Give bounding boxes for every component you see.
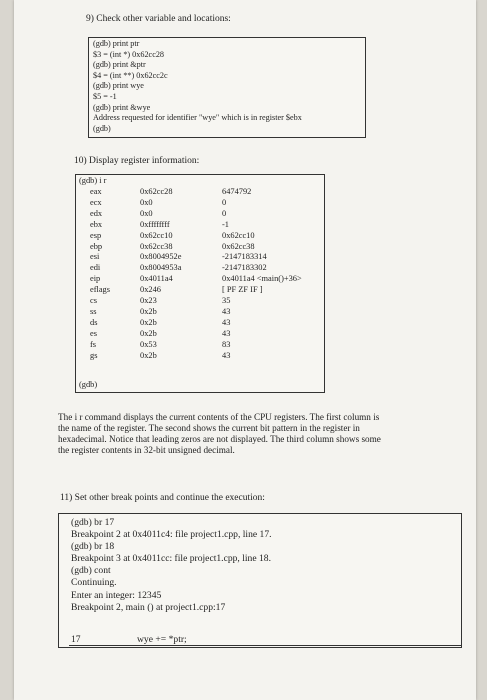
register-name: es [90,328,97,338]
register-row [88,329,302,340]
register-hex: 0x62cc28 [140,187,173,196]
register-row [88,340,302,351]
register-name: ecx [90,197,102,207]
register-value: 35 [222,296,231,306]
register-name: eflags [90,285,110,295]
register-row [88,296,302,307]
register-hex: 0x62cc38 [140,241,173,251]
breakpoint-terminal-box [58,513,462,648]
terminal-line: Breakpoint 3 at 0x4011cc: file project1.cpp, line 18. [71,553,271,565]
terminal-line: $3 = (int *) 0x62cc28 [93,49,165,59]
terminal-line: (gdb) [93,123,111,133]
register-hex: 0x0 [140,197,153,207]
terminal-line: $4 = (int **) 0x62cc2c [93,70,168,80]
register-name: esp [90,230,102,240]
register-row [88,187,302,198]
terminal-bottom-rule [69,645,461,646]
terminal-line: Breakpoint 2 at 0x4011c4: file project1.cpp, line 17. [71,529,272,541]
register-row [88,252,302,263]
register-name: cs [90,296,97,306]
register-row [88,220,302,231]
terminal-line: (gdb) print wye [93,81,144,91]
terminal-line: (gdb) print &wye [93,102,151,112]
register-value: 83 [222,339,231,349]
breakpoint-output [71,517,272,614]
register-description [58,412,474,456]
register-value: 43 [222,350,231,360]
source-line-number: 17 [71,634,81,645]
section-9-heading: 9) Check other variable and locations: [86,14,231,24]
register-row [88,318,302,329]
terminal-line: (gdb) br 17 [71,517,115,528]
section-11-heading: 11) Set other break points and continue the execution: [60,493,265,503]
description-line: hexadecimal. Notice that leading zeros are not displayed. The third column shows some [58,434,381,444]
terminal-line: (gdb) print &ptr [93,60,146,70]
register-hex: 0x2b [140,306,157,316]
source-line-code: wye += *ptr; [137,634,187,645]
terminal-line: Continuing. [71,577,117,589]
register-name: esi [90,252,100,262]
register-name: ss [90,306,97,316]
register-name: eip [90,274,101,284]
register-row [88,209,302,220]
register-row [88,285,302,296]
info-registers-command: (gdb) i r [79,176,107,185]
register-name: edi [90,263,101,273]
terminal-line: (gdb) br 18 [71,541,115,553]
section-9-terminal-box [88,37,366,138]
register-value: 43 [222,328,231,338]
register-hex: 0x2b [140,328,157,338]
register-name: gs [90,350,98,360]
terminal-line: Breakpoint 2, main () at project1.cpp:17 [71,601,226,613]
register-row [88,351,302,362]
description-line: the register contents in 32-bit unsigned decimal. [58,445,235,455]
register-hex: 0x4011a4 [140,274,173,284]
register-value: [ PF ZF IF ] [222,285,263,295]
register-hex: 0x53 [140,339,157,349]
terminal-line: $5 = -1 [93,91,117,101]
register-hex: 0x246 [140,285,161,295]
register-table [88,187,302,362]
description-line: The i r command displays the current contents of the CPU registers. The first column is [58,412,380,422]
register-hex: 0x0 [140,208,153,218]
gdb-prompt: (gdb) [79,380,98,389]
register-value: 0 [222,208,227,218]
register-terminal-box [75,174,325,393]
register-name: edx [90,208,103,218]
register-row [88,242,302,253]
register-hex: 0x23 [140,296,157,306]
terminal-line: Enter an integer: 12345 [71,589,162,601]
register-row [88,198,302,209]
register-hex: 0x8004953a [140,263,182,273]
terminal-line: (gdb) cont [71,565,111,577]
terminal-line: Address requested for identifier "wye" which is in register $ebx [93,113,302,123]
section-9-output [93,39,302,134]
register-hex: 0x2b [140,317,157,327]
register-name: fs [90,339,97,349]
register-row [88,263,302,274]
register-name: eax [90,187,102,196]
register-value: -1 [222,219,229,229]
register-value: 43 [222,317,231,327]
register-name: ds [90,317,98,327]
register-value: 0 [222,197,227,207]
register-hex: 0xffffffff [140,219,170,229]
document-page [14,0,476,700]
register-value: 0x4011a4 <main()+36> [222,274,302,284]
register-hex: 0x2b [140,350,157,360]
register-value: -2147183314 [222,252,267,262]
section-10-heading: 10) Display register information: [74,156,200,166]
register-row [88,307,302,318]
register-value: 43 [222,306,231,316]
register-row [88,274,302,285]
terminal-line: (gdb) print ptr [93,39,140,48]
register-name: ebp [90,241,103,251]
register-value: 0x62cc38 [222,241,255,251]
register-value: 0x62cc10 [222,230,255,240]
register-hex: 0x8004952e [140,252,182,262]
register-value: -2147183302 [222,263,267,273]
register-name: ebx [90,219,103,229]
register-row [88,231,302,242]
register-hex: 0x62cc10 [140,230,173,240]
register-value: 6474792 [222,187,252,196]
description-line: the name of the register. The second shows the current bit pattern in the register in [58,423,360,433]
